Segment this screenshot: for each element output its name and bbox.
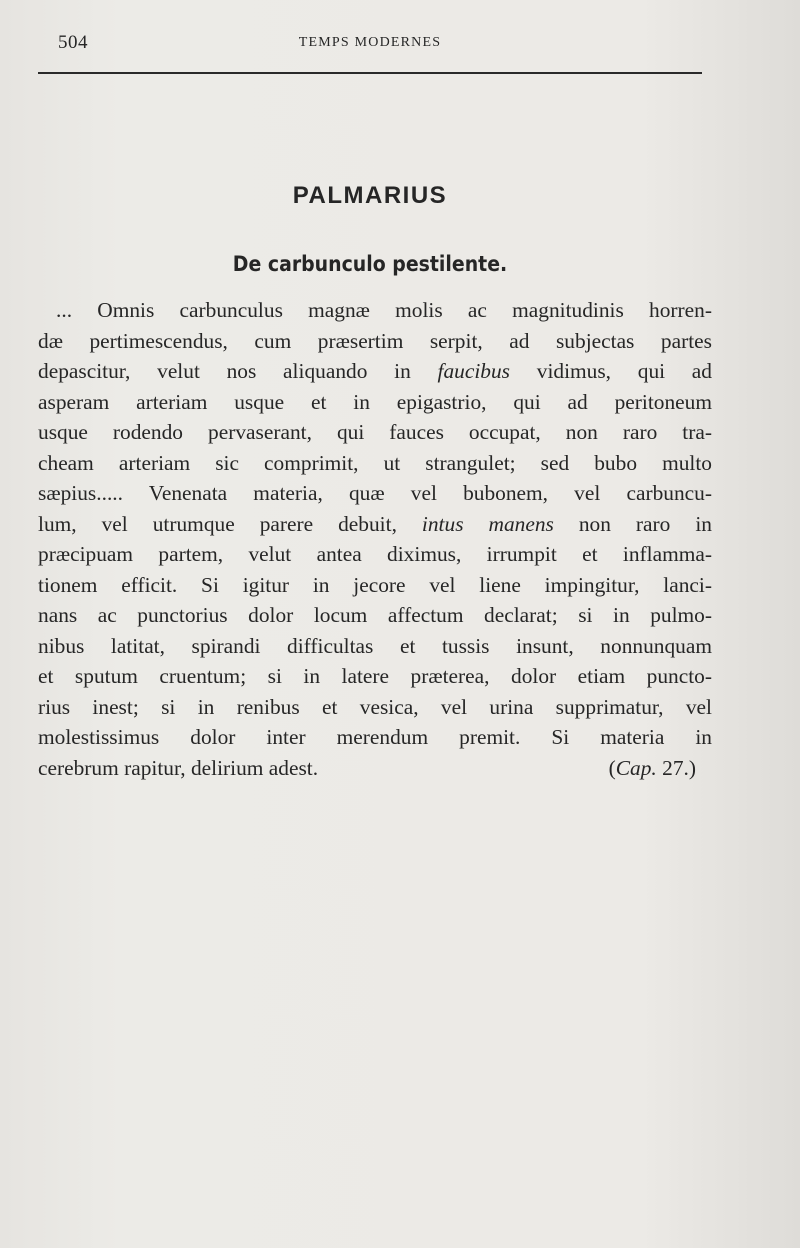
text-line: asperam arteriam usque et in epigastrio, qui ad peritoneum [38, 389, 712, 414]
text-line: dæ pertimescendus, cum præsertim serpit, ad subjectas partes [38, 328, 712, 353]
running-title: TEMPS MODERNES [298, 35, 442, 50]
italic-term: intus manens [421, 511, 554, 536]
text-line: nans ac punctorius dolor locum affectum declarat; si in pulmo- [38, 603, 712, 627]
section-title: De carbunculo pestilente. [232, 252, 508, 276]
citation: (Cap. 27.) [608, 755, 696, 780]
page-header [38, 32, 702, 62]
text-line: nibus latitat, spirandi difficultas et tussis insunt, nonnunquam [38, 633, 712, 658]
text-line: molestissimus dolor inter merendum premit. Si materia in [38, 725, 712, 749]
text-line: cerebrum rapitur, delirium adest. (Cap. 27.) [38, 753, 712, 784]
text-line: usque rodendo pervaserant, qui fauces occupat, non raro tra- [38, 420, 712, 444]
text-line: tionem efficit. Si igitur in jecore vel liene impingitur, lanci- [38, 572, 712, 597]
section-author: PALMARIUS [292, 182, 448, 209]
text-line: et sputum cruentum; si in latere præterea, dolor etiam puncto- [38, 664, 712, 688]
text-line: depascitur, velut nos aliquando in faucibus vidimus, qui ad [38, 359, 713, 383]
text-line: sæpius..... Venenata materia, quæ vel bubonem, vel carbuncu- [38, 481, 712, 505]
text-line: cheam arteriam sic comprimit, ut strangulet; sed bubo multo [38, 450, 712, 475]
text-line: rius inest; si in renibus et vesica, vel urina supprimatur, vel [38, 694, 712, 719]
italic-term: faucibus [437, 359, 511, 383]
header-rule [38, 72, 702, 74]
page-number: 504 [58, 32, 88, 53]
body-paragraph [38, 295, 712, 783]
text-line: lum, vel utrumque parere debuit, intus manens non raro in [38, 511, 712, 536]
text-line: ... Omnis carbunculus magnæ molis ac magnitudinis horren- [56, 298, 712, 322]
text-line: præcipuam partem, velut antea diximus, irrumpit et inflamma- [38, 542, 712, 566]
